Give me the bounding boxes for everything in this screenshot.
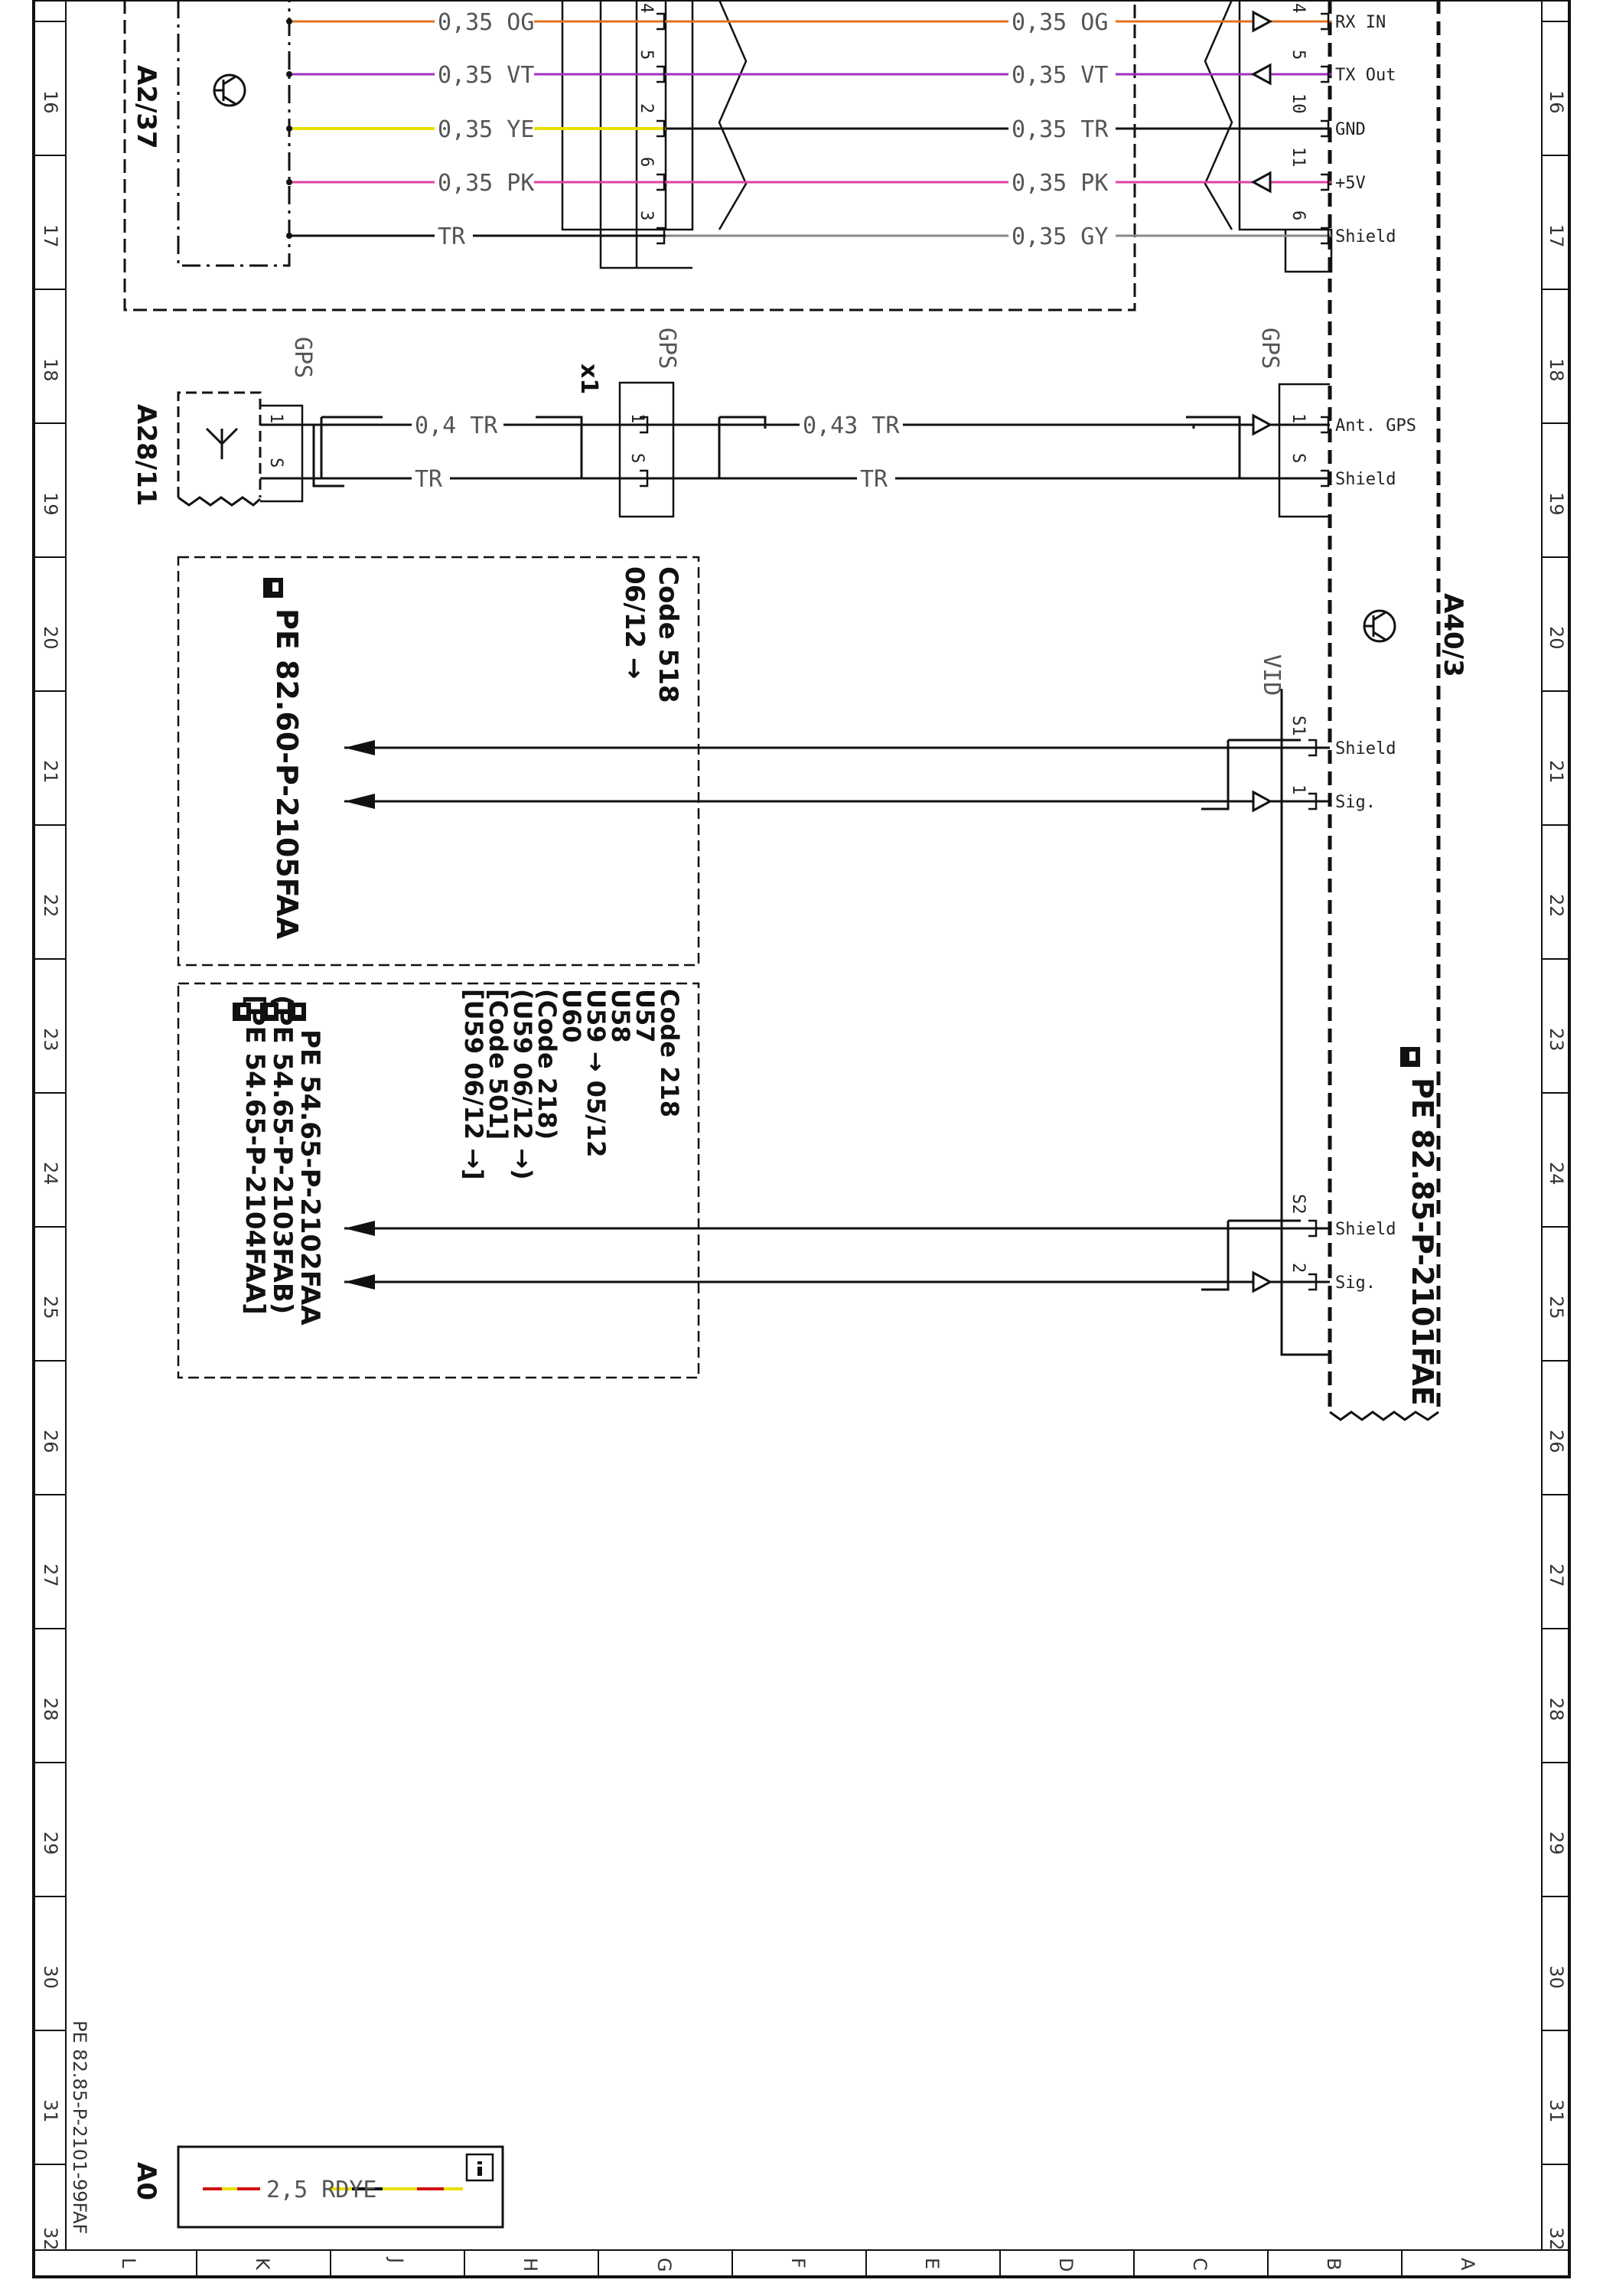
pin-label: 4 (637, 3, 656, 14)
direction-arrow (1253, 416, 1270, 434)
row-label: 31 (1546, 2099, 1567, 2123)
connector-label: GPS (653, 328, 680, 370)
document-id: PE 82.85-P-2101-99FAF (69, 2020, 90, 2235)
a28-11-module (178, 393, 260, 497)
a40-3-break (1330, 1412, 1438, 1420)
wire-label: TR (415, 466, 443, 493)
ref-box-2-line: [U59 06/12 →] (459, 989, 488, 1180)
row-label: 28 (40, 1698, 61, 1721)
row-label: 16 (40, 90, 61, 114)
col-label: F (787, 2258, 809, 2268)
x1-label: x1 (575, 364, 602, 395)
wire-label: 0,35 GY (1012, 223, 1109, 250)
pin-label: 1 (266, 413, 285, 424)
ref-box-2-line: U60 (557, 989, 586, 1043)
pin-label: 4 (1289, 3, 1308, 14)
transistor-icon (1364, 611, 1395, 641)
wire-label: 0,35 VT (438, 62, 535, 89)
row-label: 21 (1546, 760, 1567, 784)
row-label: 16 (1546, 90, 1567, 114)
row-label: 21 (40, 760, 61, 784)
pin-label: 1 (627, 413, 647, 424)
row-label: 32 (40, 2227, 61, 2251)
col-label: E (921, 2258, 943, 2270)
pin-label: S (627, 453, 647, 464)
ref-box-2-line: U59 → 05/12 (582, 989, 611, 1158)
a2-37-region (125, 0, 1135, 310)
row-label: 25 (1546, 1296, 1567, 1319)
a28-11-label: A28/11 (131, 404, 161, 507)
pin-label: 1 (1289, 413, 1308, 424)
row-label: 19 (40, 492, 61, 516)
pin-label: 6 (1289, 210, 1308, 221)
ref-box-2-ref: [PE 54.65-P-2104FAA] (239, 995, 270, 1315)
a0-label: A0 (131, 2162, 161, 2200)
gps-terminals (640, 417, 1328, 486)
wire-label: 0,35 PK (438, 170, 535, 197)
row-label: 26 (1546, 1430, 1567, 1453)
pin-label: 5 (637, 50, 656, 60)
pin-label: 1 (1289, 784, 1308, 795)
row-label: 26 (40, 1430, 61, 1453)
wire-label: 0,4 TR (415, 413, 498, 439)
col-label: L (118, 2258, 139, 2268)
col-label: B (1323, 2258, 1344, 2271)
connector-label: VID (1258, 654, 1285, 696)
row-label: 20 (40, 626, 61, 650)
row-label: 27 (1546, 1564, 1567, 1587)
row-label: 20 (1546, 626, 1567, 650)
signal-arrowheads (344, 740, 375, 1290)
pin-label: S (266, 458, 285, 468)
row-label: 25 (40, 1296, 61, 1319)
row-label: 29 (1546, 1831, 1567, 1855)
wire-label: 0,35 TR (1012, 116, 1109, 143)
ref-box-2-line: [Code 501] (484, 989, 513, 1140)
pin-label: 6 (637, 157, 656, 168)
col-label: G (653, 2258, 675, 2272)
row-label: 22 (40, 894, 61, 918)
row-label: 27 (40, 1564, 61, 1587)
ref-box-2-line: U58 (606, 989, 635, 1043)
pin-label: 3 (637, 210, 656, 221)
wire-label: 0,35 OG (1012, 9, 1109, 36)
row-label: 18 (1546, 358, 1567, 382)
row-label: 17 (40, 224, 61, 248)
signal-label: Sig. (1335, 793, 1376, 812)
row-label: 28 (1546, 1698, 1567, 1721)
antenna-icon (207, 429, 237, 459)
signal-label: TX Out (1335, 66, 1396, 85)
ref-box-2-line: (U59 06/12 →) (508, 989, 537, 1180)
a40-3-ref: PE 82.85-P-2101FAE (1406, 1078, 1439, 1406)
row-label: 23 (40, 1028, 61, 1052)
row-label: 30 (40, 1965, 61, 1989)
wire-label: 0,35 VT (1012, 62, 1109, 89)
ref-box-2-line: (Code 218) (533, 989, 562, 1140)
col-label: J (386, 2258, 407, 2264)
row-label: 30 (1546, 1965, 1567, 1989)
pin-label: 10 (1289, 93, 1308, 114)
col-label: K (252, 2258, 273, 2270)
row-label: 24 (40, 1162, 61, 1186)
ref-box-2-ref: PE 54.65-P-2102FAA (295, 1029, 325, 1326)
signal-label: GND (1335, 120, 1366, 139)
vid-terminals (1308, 740, 1316, 1290)
signal-label: Shield (1335, 739, 1396, 758)
row-label: 31 (40, 2099, 61, 2123)
direction-arrows (1253, 792, 1270, 1291)
a2-37-label: A2/37 (131, 65, 161, 149)
ref-box-1-ref: PE 82.60-P-2105FAA (270, 608, 304, 940)
col-label: D (1055, 2258, 1077, 2272)
connector-label: GPS (289, 337, 316, 379)
legend-label: 2,5 RDYE (266, 2177, 377, 2203)
row-label: 32 (1546, 2227, 1567, 2251)
wire-label: TR (860, 466, 888, 493)
row-label: 24 (1546, 1162, 1567, 1186)
connector-label: GPS (1256, 328, 1283, 370)
wire-label: 0,35 YE (438, 116, 535, 143)
signal-label: RX IN (1335, 13, 1386, 32)
ref-box-2-line: Code 218 (655, 989, 684, 1118)
row-label: 19 (1546, 492, 1567, 516)
row-label: 23 (1546, 1028, 1567, 1052)
row-label: 18 (40, 358, 61, 382)
pointing-hand-icon (263, 578, 283, 598)
x1-connector (620, 383, 673, 517)
pin-label: S (1289, 453, 1308, 464)
signal-label: Shield (1335, 227, 1396, 246)
col-label: H (520, 2258, 541, 2272)
col-label: A (1457, 2258, 1478, 2271)
pin-label: S1 (1289, 716, 1308, 736)
ref-box-1-line: Code 518 (653, 566, 683, 703)
pin-label: 2 (637, 103, 656, 114)
signal-label: Ant. GPS (1335, 416, 1416, 435)
col-label: C (1189, 2258, 1210, 2271)
row-label: 22 (1546, 894, 1567, 918)
transistor-icon (214, 75, 245, 106)
ref-box-2-ref: (PE 54.65-P-2103FAB) (267, 995, 298, 1315)
a40-gps-connector (1279, 384, 1330, 517)
column-labels (118, 2256, 1478, 2272)
direction-arrows (1253, 12, 1270, 191)
wire-label: 0,35 PK (1012, 170, 1109, 197)
signal-label: +5V (1335, 174, 1366, 193)
wire-label: 0,35 OG (438, 9, 535, 36)
wire-label: 0,43 TR (803, 413, 900, 439)
signal-label: Sig. (1335, 1274, 1376, 1293)
pointing-hand-icon (1400, 1047, 1420, 1067)
signal-label: Shield (1335, 1220, 1396, 1239)
pin-label: S2 (1289, 1194, 1308, 1215)
info-icon (467, 2154, 493, 2180)
wire-label: TR (438, 223, 466, 250)
signal-label: Shield (1335, 470, 1396, 489)
pin-label: 5 (1289, 50, 1308, 60)
ref-box-1-line: 06/12 → (619, 566, 650, 680)
ref-box-2-line: U57 (630, 989, 660, 1043)
row-label: 17 (1546, 224, 1567, 248)
ref-box-2-lines (459, 989, 684, 1180)
a40-3-label: A40/3 (1438, 593, 1468, 677)
pin-label: 11 (1289, 147, 1308, 168)
wire-connector-housing (562, 0, 1331, 272)
row-label: 29 (40, 1831, 61, 1855)
a2-37-module (178, 0, 289, 266)
pin-label: 2 (1289, 1263, 1308, 1274)
a28-11-break (178, 497, 260, 505)
